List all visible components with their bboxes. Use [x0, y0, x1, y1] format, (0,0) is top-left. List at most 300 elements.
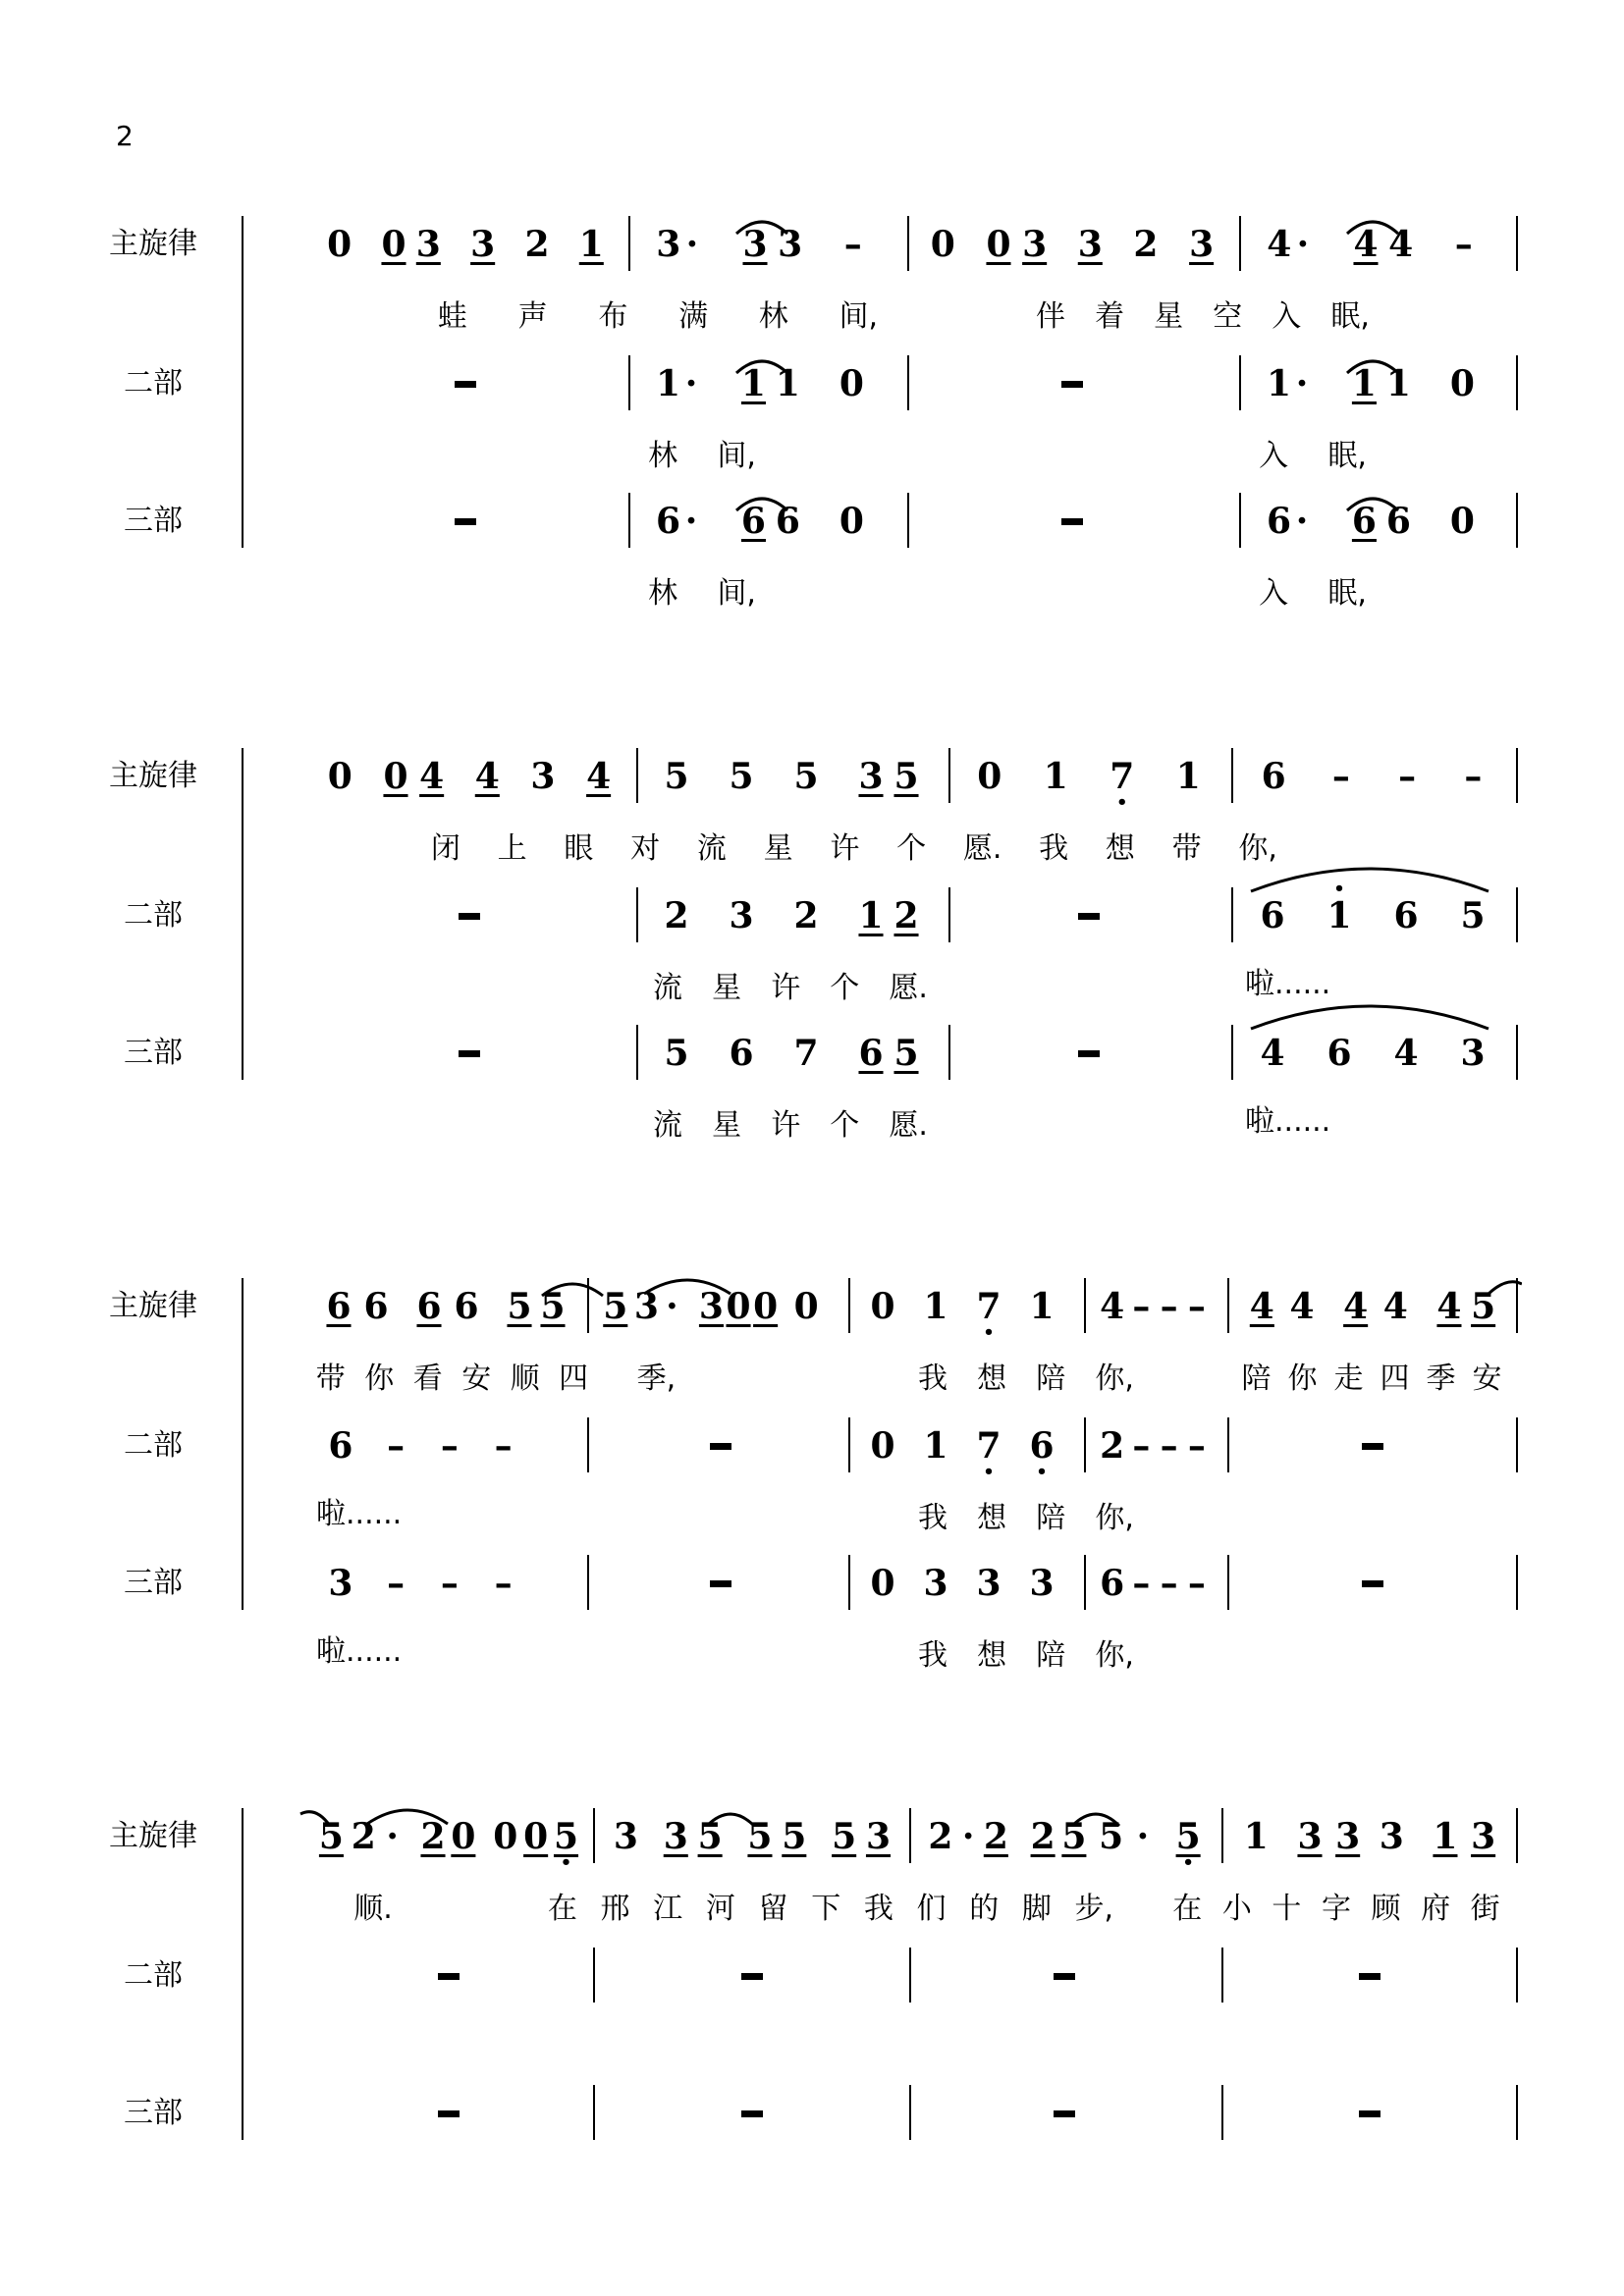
barline — [636, 887, 638, 942]
barline — [848, 1417, 850, 1472]
note: 3 — [1022, 224, 1048, 265]
lyric: 林 — [758, 299, 788, 334]
barline — [628, 216, 630, 271]
note: 1 — [578, 224, 604, 265]
note-high: • 1 — [1326, 896, 1351, 935]
lyric: 许 — [830, 831, 860, 866]
whole-rest — [455, 381, 476, 388]
barline — [909, 2085, 911, 2140]
dot: · — [666, 1286, 678, 1327]
lyric: 愿. — [889, 971, 928, 1005]
lyric: 想 — [1105, 831, 1135, 866]
note: 4 — [1436, 1286, 1462, 1327]
note: 0 — [327, 756, 352, 797]
lyric: 眠, — [1330, 299, 1370, 334]
note: 3 — [530, 756, 556, 797]
note: 2 — [1133, 224, 1159, 265]
measure-2 — [644, 742, 939, 811]
note: 3 — [742, 224, 768, 265]
lyric: 满 — [678, 299, 709, 334]
note: 4 — [1100, 1286, 1125, 1327]
dash: – — [1187, 1425, 1206, 1467]
note: 5 — [507, 1286, 532, 1327]
tie — [1068, 1808, 1123, 1828]
note: 0 — [1449, 363, 1475, 404]
lyric: 眼 — [564, 831, 594, 866]
lyrics-main — [412, 821, 1296, 870]
note: 4 — [1267, 224, 1292, 265]
lyric: 眠, — [1327, 576, 1367, 611]
note: 2 — [664, 895, 689, 936]
note-low: 7 • — [1110, 757, 1134, 796]
lyrics-main-a — [306, 1351, 685, 1400]
measure-3-rest — [917, 2079, 1212, 2148]
lyric: 星 — [763, 831, 793, 866]
lyric: 布 — [598, 299, 628, 334]
measure-5-rest — [1235, 1549, 1510, 1618]
note: 1 — [1243, 1816, 1269, 1857]
lyrics-part2-end: 啦...... — [1245, 967, 1331, 1001]
whole-rest — [741, 2110, 763, 2117]
note: 2 — [351, 1816, 376, 1857]
lyric: 声 — [517, 299, 548, 334]
lyric: 蛙 — [437, 299, 467, 334]
lyrics-main-b — [1021, 289, 1384, 338]
note-low: 7 • — [976, 1287, 1001, 1326]
whole-rest — [1359, 1973, 1380, 1980]
tie — [732, 216, 791, 236]
barline — [1227, 1278, 1229, 1333]
note: 7 — [793, 1033, 819, 1074]
barline — [948, 748, 950, 803]
lyrics-main-b — [903, 1351, 1149, 1400]
dash: – — [440, 1563, 459, 1604]
system-3 — [0, 1272, 1624, 1673]
lyric: 上 — [497, 831, 527, 866]
lyric: 邢 — [600, 1892, 630, 1926]
measure-4 — [1239, 742, 1506, 811]
tie — [1343, 355, 1402, 375]
measure-2-rest — [595, 1412, 846, 1480]
note: 3 — [1379, 1816, 1404, 1857]
measure-1-rest — [310, 1942, 587, 2010]
lyric: 在 — [547, 1892, 577, 1926]
lyric: 安 — [461, 1362, 492, 1396]
lyric: 看 — [412, 1362, 443, 1396]
measure-2 — [644, 881, 939, 950]
lyric: 陪 — [1241, 1362, 1272, 1396]
note: 5 — [1099, 1816, 1124, 1857]
barline — [1516, 1808, 1518, 1863]
whole-rest — [1061, 518, 1083, 525]
lyrics-part3-b — [1239, 565, 1386, 614]
barline — [1516, 355, 1518, 410]
note: 5 — [664, 756, 689, 797]
note: 0 — [839, 363, 864, 404]
measure-1-rest — [312, 1019, 626, 1088]
note: 6 — [1266, 501, 1292, 542]
lyric: 流 — [653, 1108, 683, 1143]
part-label-main: 主旋律 — [109, 1819, 197, 1853]
lyric: 们 — [916, 1892, 947, 1926]
note: 1 — [1029, 1286, 1055, 1327]
measure-1 — [312, 742, 626, 811]
whole-rest — [1362, 1580, 1383, 1587]
note: 0 — [870, 1563, 895, 1604]
lyrics-part3-end: 啦...... — [1245, 1104, 1331, 1139]
dot: · — [684, 501, 698, 542]
part-label-3: 三部 — [124, 2096, 183, 2130]
barline — [1231, 748, 1233, 803]
lyrics-main-a — [344, 1881, 403, 1930]
part-label-2: 二部 — [124, 366, 183, 400]
barline — [1231, 1025, 1233, 1080]
note: 0 — [839, 501, 864, 542]
dash: – — [494, 1563, 513, 1604]
note: 1 — [1385, 363, 1411, 404]
lyric: 季 — [1426, 1362, 1456, 1396]
barline — [1221, 2085, 1223, 2140]
note: 4 — [1393, 1033, 1419, 1074]
lyric: 想 — [977, 1638, 1007, 1673]
tie — [732, 493, 791, 512]
barline — [1221, 1808, 1223, 1863]
note: 1 — [923, 1286, 948, 1327]
measure-3-rest — [915, 349, 1229, 418]
lyric: 带 — [1171, 831, 1202, 866]
barline — [1516, 1025, 1518, 1080]
lyric: 许 — [771, 971, 801, 1005]
measure-3 — [956, 742, 1221, 811]
measure-1-rest — [312, 349, 619, 418]
barline — [1239, 216, 1241, 271]
whole-rest — [1078, 1050, 1100, 1057]
staff-part3 — [0, 487, 1624, 556]
barline — [587, 1278, 589, 1333]
note: 3 — [415, 224, 441, 265]
note: 0 — [523, 1816, 549, 1857]
note: 3 — [1471, 1816, 1496, 1857]
barline — [636, 748, 638, 803]
whole-rest — [459, 913, 480, 920]
note: 1 — [1433, 1816, 1458, 1857]
staff-main — [0, 1272, 1624, 1341]
dash: – — [1132, 1563, 1151, 1604]
lyric: 四 — [1380, 1362, 1410, 1396]
note: 5 — [793, 756, 819, 797]
system-1 — [0, 210, 1624, 611]
note: 6 — [1100, 1563, 1125, 1604]
note: 3 — [1335, 1816, 1361, 1857]
lyric: 星 — [712, 971, 742, 1005]
part-label-main: 主旋律 — [109, 1289, 197, 1323]
note: 4 — [419, 756, 445, 797]
note: 6 — [326, 1286, 352, 1327]
barline — [1221, 1948, 1223, 2002]
note: 2 — [1030, 1816, 1056, 1857]
part-label-main: 主旋律 — [109, 759, 197, 793]
dash: – — [1464, 756, 1483, 797]
note: 6 — [1351, 501, 1377, 542]
dot: · — [685, 224, 699, 265]
lyric: 许 — [771, 1108, 801, 1143]
note: 0 — [493, 1816, 518, 1857]
dash: – — [387, 1425, 406, 1467]
note: 3 — [328, 1563, 353, 1604]
dot: · — [1136, 1816, 1150, 1857]
note: 3 — [1077, 224, 1103, 265]
lyric: 对 — [630, 831, 661, 866]
lyric: 你, — [1095, 1638, 1134, 1673]
tie — [363, 1804, 452, 1826]
dash: – — [1398, 756, 1417, 797]
note: 3 — [976, 1563, 1001, 1604]
barline — [1516, 1417, 1518, 1472]
barline — [587, 1555, 589, 1610]
lyrics-part3 — [638, 1097, 943, 1147]
dot: · — [961, 1816, 975, 1857]
dash: – — [1160, 1286, 1178, 1327]
part-label-3: 三部 — [124, 504, 183, 538]
dash: – — [440, 1425, 459, 1467]
lyric: 江 — [653, 1892, 683, 1926]
tie — [1343, 216, 1402, 236]
part-label-main: 主旋律 — [109, 227, 197, 261]
note: 0 — [986, 224, 1011, 265]
barline — [593, 1948, 595, 2002]
note: 5 — [1460, 895, 1486, 936]
tie — [703, 1808, 758, 1828]
lyric: 顾 — [1371, 1892, 1401, 1926]
part-label-3: 三部 — [124, 1566, 183, 1600]
note: 6 — [328, 1425, 353, 1467]
note: 5 — [1471, 1286, 1496, 1327]
note-low: 5 • — [1176, 1817, 1201, 1856]
barline — [628, 493, 630, 548]
barline — [1227, 1555, 1229, 1610]
measure-4 — [1092, 1412, 1216, 1480]
system-2 — [0, 742, 1624, 1143]
tie — [298, 1808, 334, 1828]
lyric: 顺. — [353, 1892, 393, 1926]
measure-1 — [312, 1412, 530, 1480]
barline — [593, 2085, 595, 2140]
part-label-3: 三部 — [124, 1036, 183, 1070]
dash: – — [1454, 224, 1473, 265]
dash: – — [1331, 756, 1350, 797]
lyric: 林 — [648, 439, 678, 473]
note-low: 5 • — [554, 1817, 578, 1856]
measure-4-rest — [1229, 1942, 1510, 2010]
note: 4 — [1343, 1286, 1369, 1327]
note: 0 — [930, 224, 955, 265]
lyric: 留 — [758, 1892, 788, 1926]
dash: – — [1160, 1563, 1178, 1604]
measure-3-rest — [915, 487, 1229, 556]
lyric: 下 — [811, 1892, 841, 1926]
note: 0 — [1449, 501, 1475, 542]
lyrics-part3 — [903, 1628, 1149, 1677]
lyric: 街 — [1470, 1892, 1500, 1926]
staff-main — [0, 210, 1624, 279]
dash: – — [387, 1563, 406, 1604]
note: 5 — [729, 756, 754, 797]
lyric: 林 — [648, 576, 678, 611]
note: 6 — [740, 501, 766, 542]
measure-1 — [312, 1549, 530, 1618]
whole-rest — [1362, 1443, 1383, 1450]
note: 5 — [664, 1033, 689, 1074]
note: 6 — [363, 1286, 389, 1327]
note: 0 — [793, 1286, 819, 1327]
lyrics-main-b — [536, 1881, 1125, 1930]
note: 6 — [655, 501, 681, 542]
lyric: 十 — [1272, 1892, 1302, 1926]
whole-rest — [1078, 913, 1100, 920]
note: 4 — [1260, 1033, 1285, 1074]
measure-4 — [1092, 1272, 1216, 1341]
whole-rest — [455, 518, 476, 525]
tie — [1343, 493, 1402, 512]
lyric: 河 — [705, 1892, 735, 1926]
staff-part3 — [0, 1019, 1624, 1088]
lyric: 愿. — [962, 831, 1002, 866]
staff-part3 — [0, 2079, 1624, 2148]
note: 0 — [327, 224, 352, 265]
lyric: 我 — [918, 1638, 948, 1673]
lyric: 安 — [1472, 1362, 1502, 1396]
lyrics-part2 — [903, 1490, 1149, 1539]
barline — [907, 216, 909, 271]
note: 5 — [318, 1816, 344, 1857]
page-number: 2 — [116, 120, 134, 152]
note: 2 — [793, 895, 819, 936]
staff-part3 — [0, 1549, 1624, 1618]
note: 3 — [778, 224, 803, 265]
barline — [1231, 887, 1233, 942]
lyric: 入 — [1259, 439, 1289, 473]
dot: · — [1295, 501, 1309, 542]
note: 1 — [655, 363, 681, 404]
note: 3 — [865, 1816, 892, 1857]
note: 1 — [1351, 363, 1377, 404]
barline — [909, 1808, 911, 1863]
note: 1 — [775, 363, 800, 404]
note: 4 — [1249, 1286, 1274, 1327]
note: 4 — [1388, 224, 1414, 265]
part-label-2: 二部 — [124, 898, 183, 933]
dot: · — [1296, 224, 1310, 265]
note: 6 — [729, 1033, 754, 1074]
note: 3 — [698, 1286, 724, 1327]
lyrics-part3-start: 啦...... — [316, 1634, 403, 1669]
whole-rest — [459, 1050, 480, 1057]
lyric: 你 — [364, 1362, 395, 1396]
lyric: 我 — [1039, 831, 1069, 866]
barline — [1516, 1278, 1518, 1333]
lyric: 愿. — [889, 1108, 928, 1143]
whole-rest — [710, 1443, 731, 1450]
lyric: 小 — [1221, 1892, 1252, 1926]
lyrics-part2-start: 啦...... — [316, 1497, 403, 1531]
lyrics-part2-a — [628, 428, 776, 477]
measure-2-rest — [601, 2079, 903, 2148]
lyric: 流 — [696, 831, 727, 866]
note: 4 — [1382, 1286, 1408, 1327]
note: 5 — [832, 1816, 857, 1857]
barline — [1516, 887, 1518, 942]
lyric: 你, — [1095, 1501, 1134, 1535]
system-4 — [0, 1802, 1624, 2156]
measure-5 — [1235, 1272, 1510, 1341]
lyric: 间, — [717, 439, 756, 473]
whole-rest — [1054, 1973, 1075, 1980]
lyric: 顺 — [510, 1362, 540, 1396]
dash: – — [1187, 1563, 1206, 1604]
lyric: 星 — [1154, 299, 1184, 334]
note: 0 — [383, 756, 408, 797]
measure-4-rest — [1229, 2079, 1510, 2148]
slur — [1247, 860, 1492, 893]
lyrics-part2-b — [1239, 428, 1386, 477]
staff-part2 — [0, 1412, 1624, 1480]
note: 0 — [451, 1816, 476, 1857]
barline — [1516, 216, 1518, 271]
note: 4 — [586, 756, 612, 797]
dash: – — [494, 1425, 513, 1467]
lyrics-main-c — [1233, 1351, 1510, 1400]
lyric: 你, — [1238, 831, 1277, 866]
note: 3 — [1460, 1033, 1486, 1074]
note: 4 — [474, 756, 500, 797]
barline — [848, 1555, 850, 1610]
measure-3 — [915, 210, 1229, 279]
note: 5 — [697, 1816, 723, 1857]
whole-rest — [438, 1973, 460, 1980]
lyric: 间, — [839, 299, 879, 334]
barline — [1516, 1555, 1518, 1610]
lyric: 想 — [977, 1362, 1007, 1396]
lyric: 着 — [1095, 299, 1125, 334]
barline — [909, 1948, 911, 2002]
lyric: 个 — [896, 831, 927, 866]
whole-rest — [1359, 2110, 1380, 2117]
note: 2 — [420, 1816, 446, 1857]
note: 2 — [524, 224, 550, 265]
measure-2-rest — [595, 1549, 846, 1618]
note: 1 — [923, 1425, 948, 1467]
slur — [1247, 997, 1492, 1031]
whole-rest — [438, 2110, 460, 2117]
note: 5 — [747, 1816, 773, 1857]
lyric: 你 — [1287, 1362, 1318, 1396]
note: 6 — [416, 1286, 442, 1327]
tie — [732, 355, 791, 375]
measure-2-rest — [601, 1942, 903, 2010]
lyric: 我 — [918, 1501, 948, 1535]
barline — [1084, 1555, 1086, 1610]
note: 6 — [1261, 756, 1286, 797]
note: 5 — [540, 1286, 566, 1327]
part-label-2: 二部 — [124, 1428, 183, 1463]
measure-3-rest — [917, 1942, 1212, 2010]
lyric: 入 — [1259, 576, 1289, 611]
barline — [1239, 355, 1241, 410]
part-label-2: 二部 — [124, 1958, 183, 1993]
note: 1 — [740, 363, 766, 404]
note: 6 — [1326, 1033, 1352, 1074]
whole-rest — [710, 1580, 731, 1587]
